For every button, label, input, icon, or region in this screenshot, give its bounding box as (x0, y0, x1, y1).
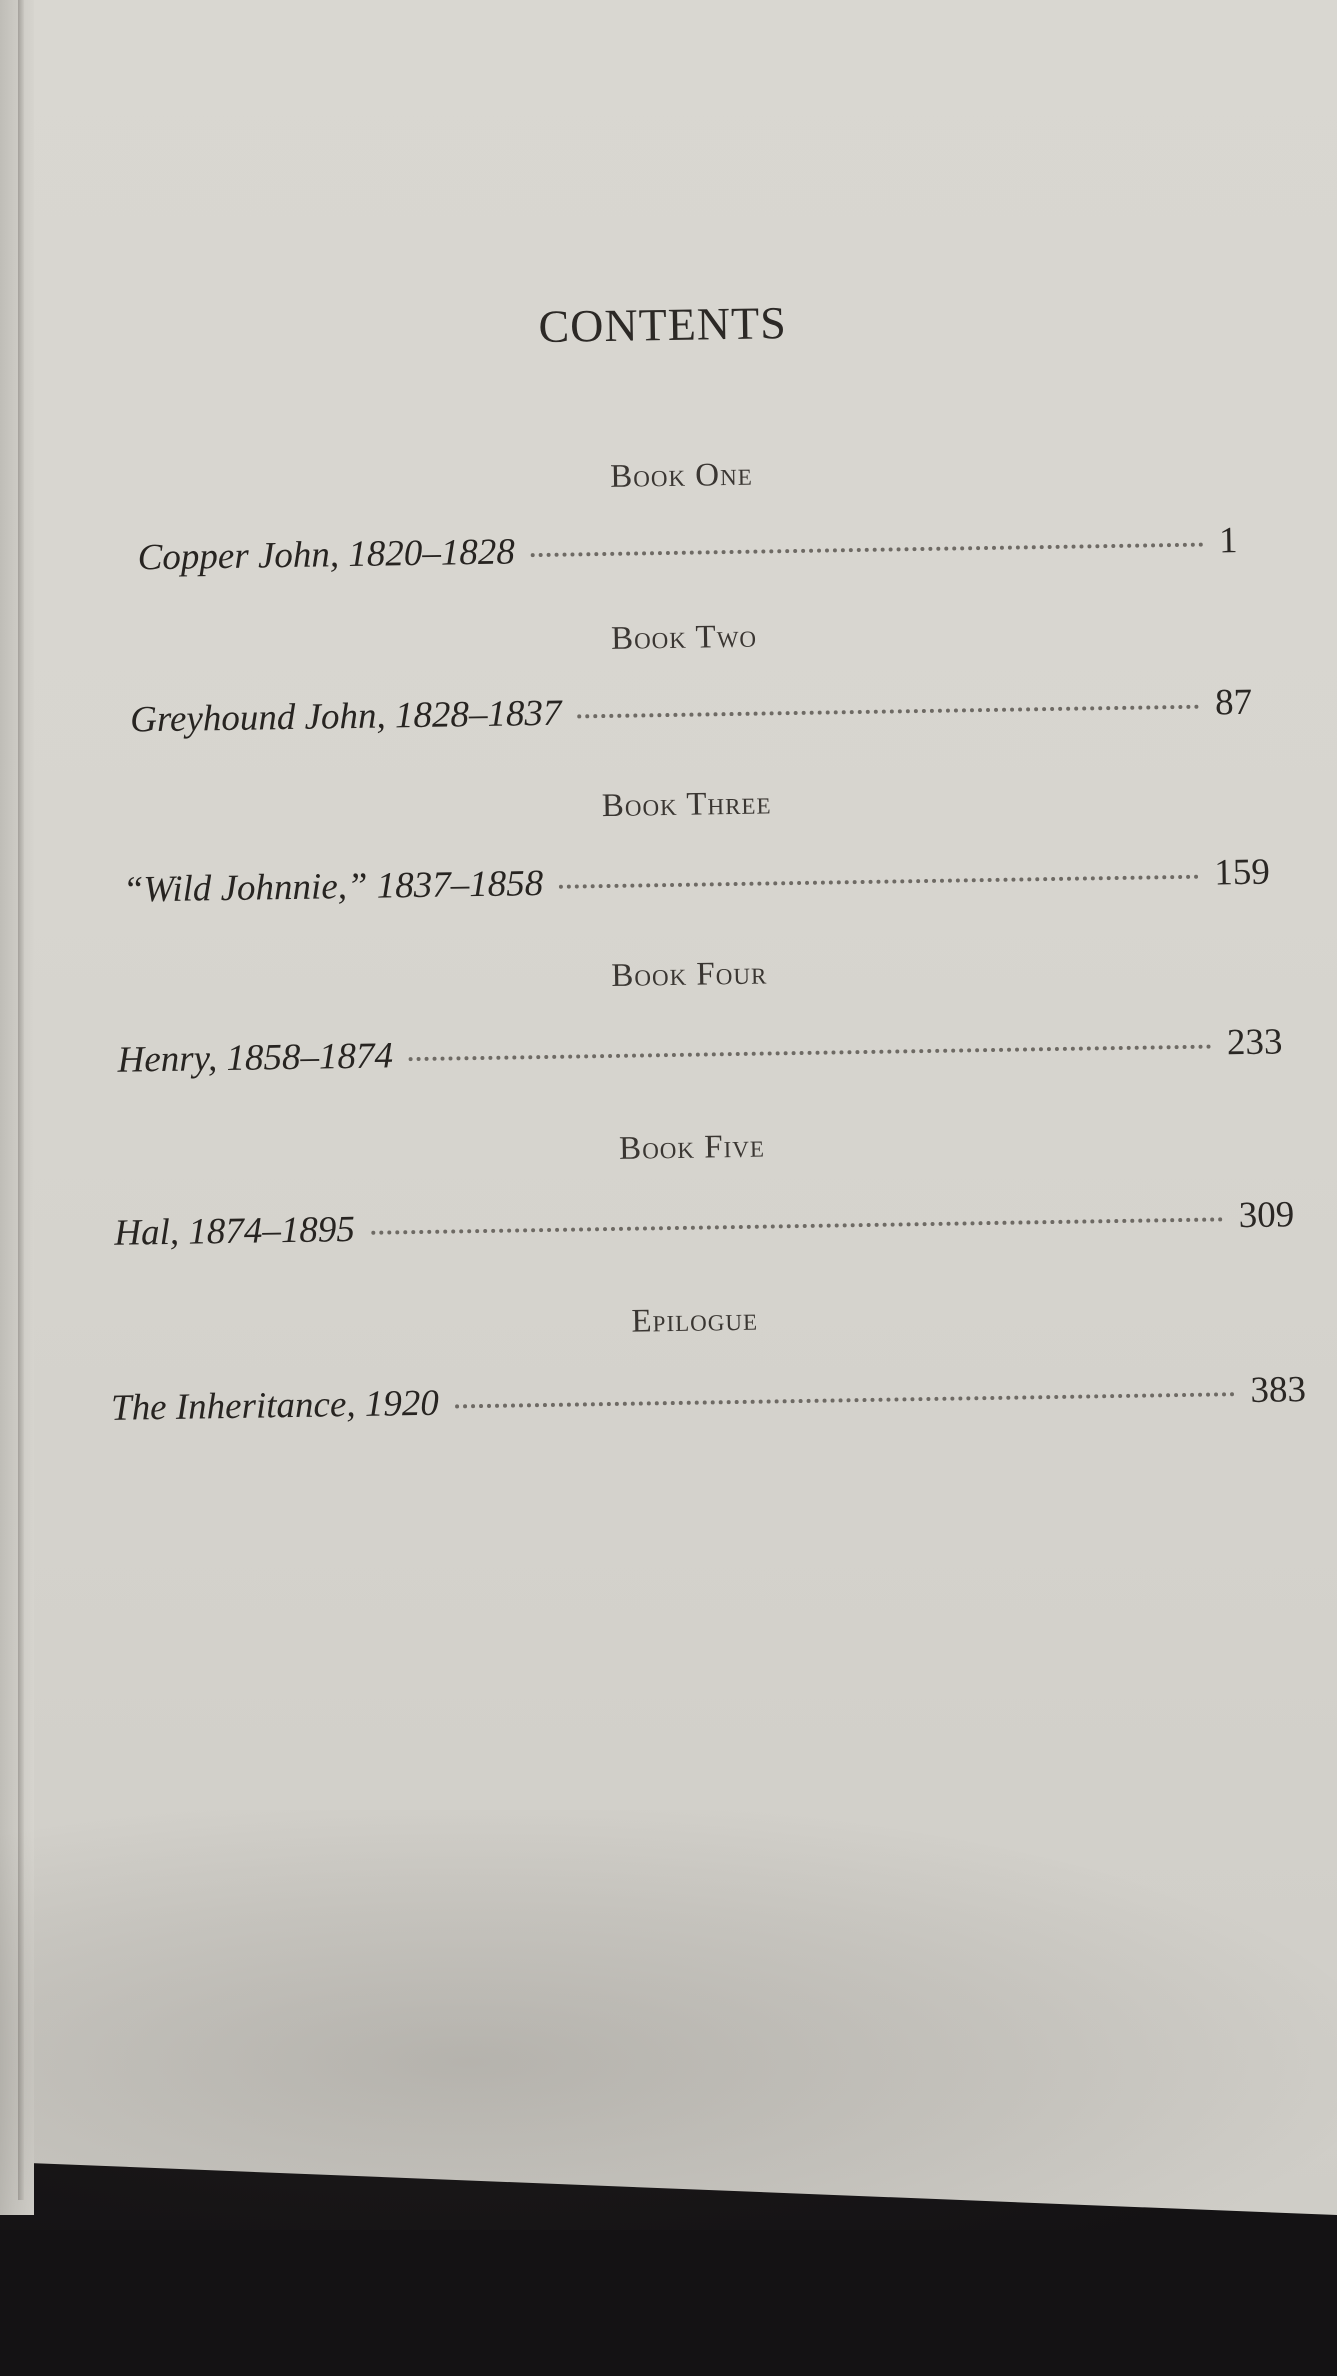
dot-leader (531, 543, 1203, 558)
page-number: 159 (1213, 851, 1271, 894)
section-label-epilogue: Epilogue (631, 1301, 759, 1340)
toc-entry-book-three[interactable] (123, 851, 1271, 912)
page-number: 1 (1218, 520, 1238, 562)
contents-heading: CONTENTS (538, 297, 788, 353)
section-label-book-three: Book Three (601, 785, 772, 825)
toc-entry-book-one[interactable] (137, 519, 1238, 579)
section-label-book-one: Book One (609, 456, 754, 495)
toc-entry-book-five[interactable] (114, 1193, 1295, 1255)
dot-leader (559, 875, 1198, 889)
entry-title: “Wild Johnnie,” 1837–1858 (122, 863, 544, 911)
dot-leader (455, 1392, 1235, 1408)
entry-title: Hal, 1874–1895 (113, 1209, 356, 1254)
dot-leader (577, 705, 1199, 719)
toc-entry-epilogue[interactable] (111, 1368, 1307, 1430)
toc-entry-book-four[interactable] (117, 1020, 1283, 1081)
entry-title: Greyhound John, 1828–1837 (129, 692, 562, 741)
section-label-book-two: Book Two (610, 618, 758, 657)
section-label-book-four: Book Four (611, 955, 768, 994)
page-number: 383 (1250, 1369, 1307, 1411)
dot-leader (409, 1045, 1211, 1062)
dot-leader (371, 1217, 1223, 1234)
page-number: 233 (1226, 1021, 1283, 1064)
entry-title: Copper John, 1820–1828 (137, 531, 516, 579)
page-number: 309 (1238, 1194, 1295, 1237)
page-number: 87 (1214, 681, 1253, 724)
toc-entry-book-two[interactable] (130, 681, 1253, 742)
section-label-book-five: Book Five (618, 1128, 766, 1167)
entry-title: The Inheritance, 1920 (110, 1382, 440, 1429)
entry-title: Henry, 1858–1874 (117, 1035, 394, 1081)
